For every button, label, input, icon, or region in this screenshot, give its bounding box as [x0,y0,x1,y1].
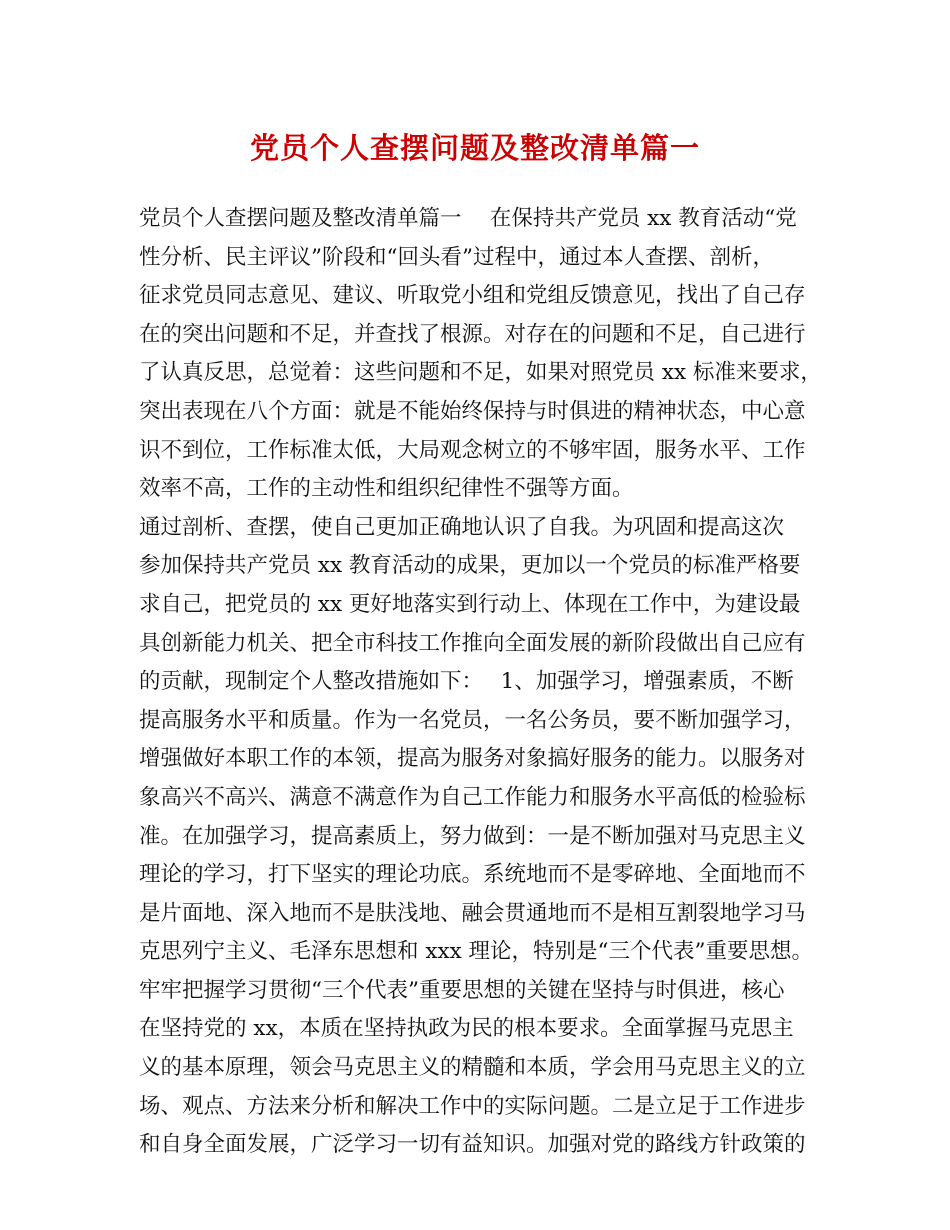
body-text-line: 象高兴不高兴、满意不满意作为自己工作能力和服务水平高低的检验标 [139,784,806,810]
body-text-line: 性分析、民主评议”阶段和“回头看”过程中，通过本人查摆、剖析， [139,244,774,270]
body-text-line: 识不到位，工作标准太低，大局观念树立的不够牢固，服务水平、工作 [139,437,806,463]
body-text-line: 党员个人查摆问题及整改清单篇一 在保持共产党员 xx 教育活动“党 [139,206,797,231]
body-text-line: 了认真反思，总觉着：这些问题和不足，如果对照党员 xx 标准来要求， [139,360,822,386]
body-text-line: 克思列宁主义、毛泽东思想和 xxx 理论，特别是“三个代表”重要思想。 [139,939,814,965]
body-text-line: 是片面地、深入地而不是肤浅地、融会贯通地而不是相互割裂地学习马 [139,900,806,926]
body-text-line: 通过剖析、查摆，使自己更加正确地认识了自我。为巩固和提高这次 [139,514,785,540]
body-text-line: 增强做好本职工作的本领，提高为服务对象搞好服务的能力。以服务对 [139,746,806,772]
body-text-line: 理论的学习，打下坚实的理论功底。系统地而不是零碎地、全面地而不 [139,862,806,888]
body-text-line: 参加保持共产党员 xx 教育活动的成果，更加以一个党员的标准严格要 [139,553,801,579]
body-text-line: 求自己，把党员的 xx 更好地落实到行动上、体现在工作中，为建设最 [139,591,801,617]
body-text-line: 突出表现在八个方面：就是不能始终保持与时俱进的精神状态，中心意 [139,398,806,424]
document-title: 党员个人查摆问题及整改清单篇一 [249,131,700,165]
body-text-line: 具创新能力机关、把全市科技工作推向全面发展的新阶段做出自己应有 [139,630,806,656]
body-text-line: 牢牢把握学习贯彻“三个代表”重要思想的关键在坚持与时俱进，核心 [139,977,785,1003]
body-text-line: 效率不高，工作的主动性和组织纪律性不强等方面。 [139,476,634,502]
body-text-line: 在坚持党的 xx，本质在坚持执政为民的根本要求。全面掌握马克思主 [139,1016,794,1042]
body-text-line: 的贡献，现制定个人整改措施如下： 1、加强学习，增强素质，不断 [139,669,794,695]
body-text-line: 和自身全面发展，广泛学习一切有益知识。加强对党的路线方针政策的 [139,1132,806,1158]
body-text-line: 准。在加强学习，提高素质上，努力做到：一是不断加强对马克思主义 [139,823,806,849]
body-text-line: 义的基本原理，领会马克思主义的精髓和本质，学会用马克思主义的立 [139,1055,806,1081]
body-text-line: 提高服务水平和质量。作为一名党员，一名公务员，要不断加强学习， [139,707,806,733]
document-body [139,200,829,1165]
body-text-line: 在的突出问题和不足，并查找了根源。对存在的问题和不足，自己进行 [139,321,806,347]
body-text-line: 场、观点、方法来分析和解决工作中的实际问题。二是立足于工作进步 [139,1093,806,1119]
body-text-line: 征求党员同志意见、建议、听取党小组和党组反馈意见，找出了自己存 [139,283,806,309]
